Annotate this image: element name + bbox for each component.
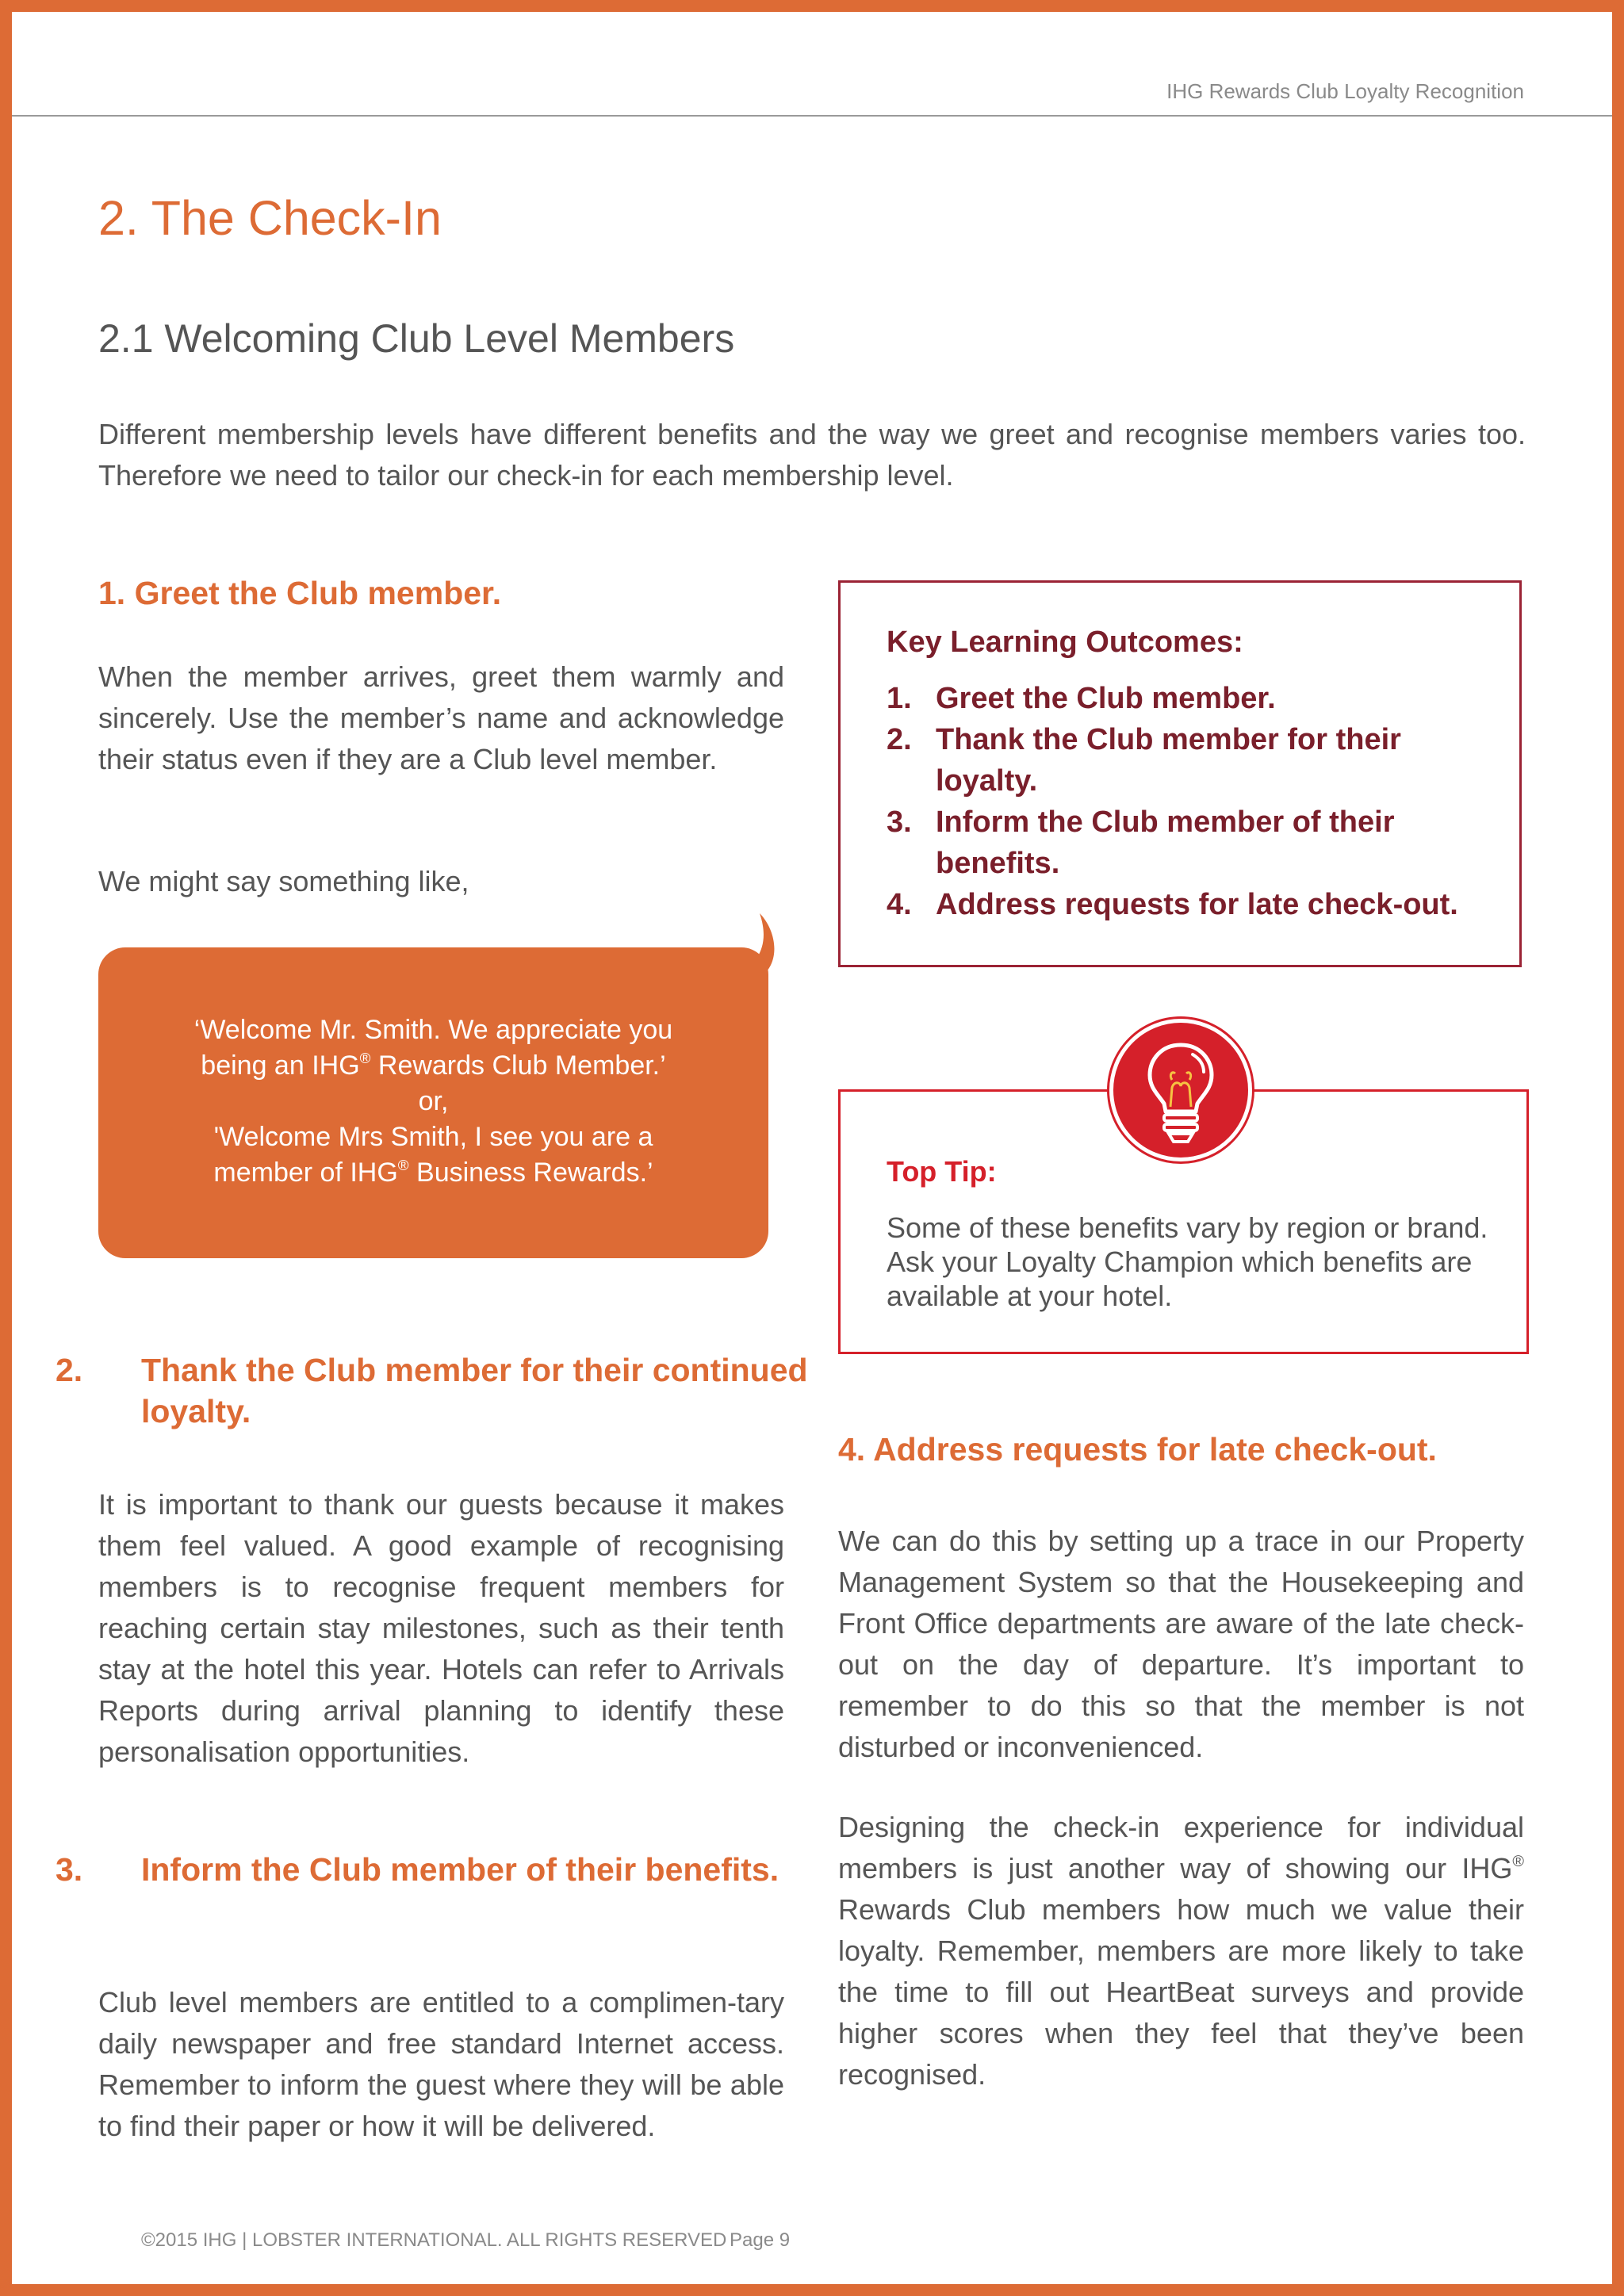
section-3-paragraph: Club level members are entitled to a complimen-tary daily newspaper and free standard Internet access. Remember to inform the guest where they will be able to find their paper or how it will be delivered. <box>98 1986 784 2142</box>
section-4-number: 4. <box>838 1431 866 1468</box>
running-header: IHG Rewards Club Loyalty Recognition <box>1166 79 1524 103</box>
key-learning-title: Key Learning Outcomes: <box>887 626 1243 659</box>
page-title: 2. The Check-In <box>98 191 442 245</box>
quote-line-2: being an IHG® Rewards Club Member.’ <box>201 1049 666 1081</box>
quote-line-4: 'Welcome Mrs Smith, I see you are a <box>213 1122 653 1152</box>
section-1-heading <box>98 572 784 614</box>
section-subtitle: 2.1 Welcoming Club Level Members <box>98 316 735 361</box>
quote-line-5: member of IHG® Business Rewards.’ <box>213 1156 653 1188</box>
page-number: Page 9 <box>730 2229 791 2251</box>
key-learning-outcomes-box <box>838 580 1522 967</box>
section-1-title: Greet the Club member. <box>134 575 502 611</box>
key-learning-item: 4. Address requests for late check-out. <box>887 888 1458 921</box>
top-tip-title: Top Tip: <box>887 1155 997 1188</box>
intro-paragraph: Different membership levels have different benefits and the way we greet and recognise members varies too. Therefore we need to tailor our check-in for each membership level. <box>98 418 1526 492</box>
quote-line-3: or, <box>418 1086 449 1116</box>
top-tip-text: Some of these benefits vary by region or brand. Ask your Loyalty Champion which benefits are available at your hotel. <box>887 1211 1488 1312</box>
key-learning-item: 3. Inform the Club member of their benefits. <box>887 806 1395 880</box>
speech-bubble <box>98 947 768 1258</box>
key-learning-list <box>887 678 1505 925</box>
quote-line-1: ‘Welcome Mr. Smith. We appreciate you <box>193 1015 673 1045</box>
section-2-paragraph: It is important to thank our guests because it makes them feel valued. A good example of recognising members is to recognise frequent members for reaching certain stay milestones, such as their tenth stay at the hotel this year. Hotels can refer to Arrivals Reports during arrival planning to identify these personalisation opportunities. <box>98 1488 784 1768</box>
section-1-lead-in: We might say something like, <box>98 865 469 897</box>
section-1-paragraph: When the member arrives, greet them warmly and sincerely. Use the member’s name and acknowledge their status even if they are a Club level member. <box>98 660 784 775</box>
section-4-heading <box>838 1429 1524 1470</box>
key-learning-item: 1. Greet the Club member. <box>887 682 1276 715</box>
section-2-heading <box>56 1349 827 1432</box>
section-3-title: Inform the Club member of their benefits. <box>141 1851 779 1888</box>
key-learning-item: 2. Thank the Club member for their loyalty. <box>887 723 1401 798</box>
footer-copyright: ©2015 IHG | LOBSTER INTERNATIONAL. ALL RIGHTS RESERVED <box>141 2229 727 2251</box>
section-4-title: Address requests for late check-out. <box>873 1431 1437 1468</box>
section-3-number: 3. <box>56 1851 83 1888</box>
section-4-paragraph-1: We can do this by setting up a trace in our Property Management System so that the Housekeeping and Front Office departments are aware of the late check-out on the day of departure. It’s important to remember to do this so that the member is not disturbed or inconvenienced. <box>838 1525 1524 1763</box>
section-3-heading <box>56 1849 827 1890</box>
section-2-number: 2. <box>56 1352 83 1388</box>
section-2-title: Thank the Club member for their continued loyalty. <box>141 1352 808 1429</box>
header-divider <box>12 115 1612 117</box>
section-1-number: 1. <box>98 575 126 611</box>
section-4-paragraph-2: Designing the check-in experience for individual members is just another way of showing our IHG® Rewards Club members how much we value their loyalty. Remember, members are more likely to take the time to fill out HeartBeat surveys and provide higher scores when they feel that they’ve been recognised. <box>838 1811 1524 2091</box>
lightbulb-icon <box>1109 1019 1252 1161</box>
